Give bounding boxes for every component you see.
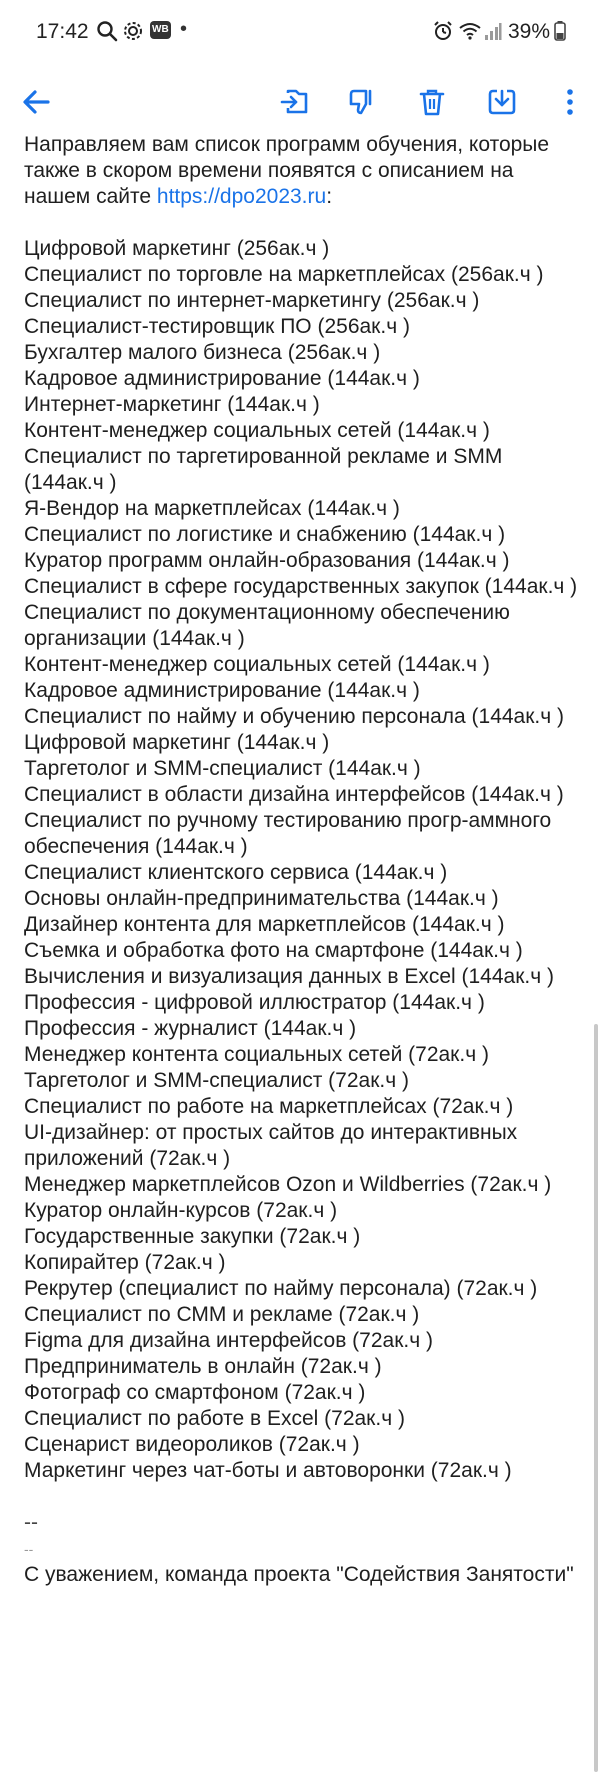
more-options-button[interactable] bbox=[550, 82, 590, 122]
move-to-folder-icon bbox=[278, 86, 310, 118]
wb-badge: WB bbox=[150, 21, 171, 39]
signature-text: С уважением, команда проекта "Содействия Занятости" bbox=[24, 1563, 574, 1586]
email-toolbar bbox=[0, 72, 600, 132]
search-status-icon bbox=[96, 20, 118, 42]
signal-icon bbox=[484, 20, 502, 42]
report-spam-button[interactable] bbox=[342, 82, 382, 122]
more-vert-icon bbox=[564, 86, 576, 118]
course-list bbox=[24, 236, 584, 1484]
list-item: Основы онлайн-предпринимательства (144ак.ч ) bbox=[24, 887, 499, 910]
list-item: Рекрутер (специалист по найму персонала) (72ак.ч ) bbox=[24, 1277, 538, 1300]
list-item: Цифровой маркетинг (144ак.ч ) bbox=[24, 731, 330, 754]
list-item: Figma для дизайна интерфейсов (72ак.ч ) bbox=[24, 1329, 434, 1352]
back-arrow-icon bbox=[20, 86, 52, 118]
list-item: Специалист клиентского сервиса (144ак.ч ) bbox=[24, 861, 448, 884]
move-button[interactable] bbox=[274, 82, 314, 122]
list-item: Кадровое администрирование (144ак.ч ) bbox=[24, 367, 420, 390]
list-item: Специалист по ручному тестированию прогр-аммного обеспечения (144ак.ч ) bbox=[24, 809, 552, 858]
list-item: UI-дизайнер: от простых сайтов до интерактивных приложений (72ак.ч ) bbox=[24, 1121, 518, 1170]
thumbs-down-icon bbox=[346, 86, 378, 118]
intro-suffix: : bbox=[326, 185, 333, 208]
list-item: Съемка и обработка фото на смартфоне (144ак.ч ) bbox=[24, 939, 523, 962]
wb-badge-icon bbox=[150, 21, 171, 39]
list-item: Специалист в сфере государственных закупок (144ак.ч ) bbox=[24, 575, 578, 598]
list-item: Специалист по торговле на маркетплейсах (256ак.ч ) bbox=[24, 263, 544, 286]
signature-block bbox=[24, 1510, 584, 1588]
signature-separator-small: -- bbox=[24, 1541, 34, 1557]
list-item: Бухгалтер малого бизнеса (256ак.ч ) bbox=[24, 341, 381, 364]
list-item: Я-Вендор на маркетплейсах (144ак.ч ) bbox=[24, 497, 400, 520]
list-item: Специалист по работе в Excel (72ак.ч ) bbox=[24, 1407, 405, 1430]
list-item: Специалист по интернет-маркетингу (256ак.ч ) bbox=[24, 289, 480, 312]
list-item: Маркетинг через чат-боты и автоворонки (72ак.ч ) bbox=[24, 1459, 512, 1482]
scrollbar[interactable] bbox=[594, 1024, 598, 1772]
list-item: Интернет-маркетинг (144ак.ч ) bbox=[24, 393, 320, 416]
battery-percent: 39% bbox=[508, 20, 551, 43]
list-item: Цифровой маркетинг (256ак.ч ) bbox=[24, 237, 330, 260]
gear-status-icon bbox=[122, 20, 144, 42]
list-item: Специалист по найму и обучению персонала (144ак.ч ) bbox=[24, 705, 565, 728]
site-link[interactable]: https://dpo2023.ru bbox=[156, 185, 327, 208]
list-item: Специалист по СММ и рекламе (72ак.ч ) bbox=[24, 1303, 420, 1326]
list-item: Таргетолог и SMM-специалист (72ак.ч ) bbox=[24, 1069, 409, 1092]
list-item: Менеджер маркетплейсов Ozon и Wildberries (72ак.ч ) bbox=[24, 1173, 552, 1196]
archive-button[interactable] bbox=[482, 82, 522, 122]
status-time: 17:42 bbox=[36, 20, 89, 43]
email-body bbox=[24, 132, 584, 1588]
list-item: Копирайтер (72ак.ч ) bbox=[24, 1251, 226, 1274]
list-item: Специалист-тестировщик ПО (256ак.ч ) bbox=[24, 315, 410, 338]
status-bar bbox=[0, 0, 600, 64]
list-item: Сценарист видеороликов (72ак.ч ) bbox=[24, 1433, 360, 1456]
notification-dot: • bbox=[180, 18, 188, 40]
list-item: Куратор программ онлайн-образования (144ак.ч ) bbox=[24, 549, 510, 572]
back-button[interactable] bbox=[16, 82, 56, 122]
battery-icon bbox=[554, 20, 566, 42]
list-item: Вычисления и визуализация данных в Excel (144ак.ч ) bbox=[24, 965, 555, 988]
signature-separator: -- bbox=[24, 1511, 38, 1534]
list-item: Государственные закупки (72ак.ч ) bbox=[24, 1225, 361, 1248]
alarm-icon bbox=[432, 20, 454, 42]
list-item: Куратор онлайн-курсов (72ак.ч ) bbox=[24, 1199, 338, 1222]
list-item: Специалист по таргетированной рекламе и SMM (144ак.ч ) bbox=[24, 445, 503, 494]
download-icon bbox=[486, 86, 518, 118]
list-item: Кадровое администрирование (144ак.ч ) bbox=[24, 679, 420, 702]
delete-button[interactable] bbox=[412, 82, 452, 122]
delete-icon bbox=[416, 86, 448, 118]
list-item: Фотограф со смартфоном (72ак.ч ) bbox=[24, 1381, 366, 1404]
list-item: Специалист по работе на маркетплейсах (72ак.ч ) bbox=[24, 1095, 514, 1118]
list-item: Профессия - цифровой иллюстратор (144ак.ч ) bbox=[24, 991, 485, 1014]
list-item: Предприниматель в онлайн (72ак.ч ) bbox=[24, 1355, 382, 1378]
list-item: Контент-менеджер социальных сетей (144ак.ч ) bbox=[24, 419, 490, 442]
list-item: Специалист по документационному обеспечению организации (144ак.ч ) bbox=[24, 601, 510, 650]
list-item: Специалист в области дизайна интерфейсов (144ак.ч ) bbox=[24, 783, 564, 806]
wifi-icon bbox=[458, 20, 482, 42]
intro-text: Направляем вам список программ обучения, которые также в скором времени появятся с описанием на нашем сайте bbox=[24, 133, 550, 208]
list-item: Специалист по логистике и снабжению (144ак.ч ) bbox=[24, 523, 506, 546]
list-item: Таргетолог и SMM-специалист (144ак.ч ) bbox=[24, 757, 421, 780]
list-item: Контент-менеджер социальных сетей (144ак.ч ) bbox=[24, 653, 490, 676]
email-intro bbox=[24, 132, 584, 210]
list-item: Менеджер контента социальных сетей (72ак.ч ) bbox=[24, 1043, 489, 1066]
list-item: Профессия - журналист (144ак.ч ) bbox=[24, 1017, 357, 1040]
list-item: Дизайнер контента для маркетплейсов (144ак.ч ) bbox=[24, 913, 505, 936]
